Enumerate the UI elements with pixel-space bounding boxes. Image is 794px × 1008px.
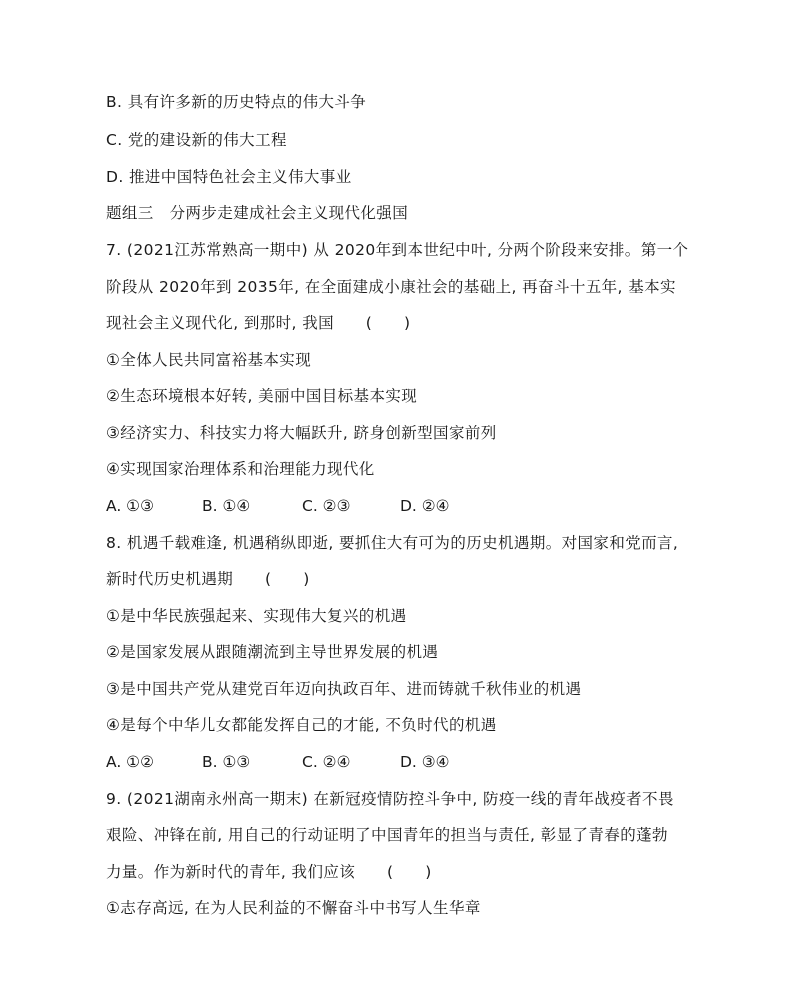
q9-item-1: ①志存高远, 在为人民利益的不懈奋斗中书写人生华章	[106, 899, 481, 917]
q7-item-2: ②生态环境根本好转, 美丽中国目标基本实现	[106, 387, 418, 405]
q8-stem-line-2: 新时代历史机遇期 ( )	[106, 570, 310, 588]
q8-option-d: D. ③④	[400, 753, 450, 771]
q8-item-3: ③是中国共产党从建党百年迈向执政百年、进而铸就千秋伟业的机遇	[106, 680, 582, 698]
q9-stem-line-1: 9. (2021湖南永州高一期末) 在新冠疫情防控斗争中, 防疫一线的青年战疫者不畏	[106, 790, 674, 808]
q7-option-a: A. ①③	[106, 497, 154, 515]
q9-stem-line-3: 力量。作为新时代的青年, 我们应该 ( )	[106, 863, 432, 881]
q9-stem-line-2: 艰险、冲锋在前, 用自己的行动证明了中国青年的担当与责任, 彰显了青春的蓬勃	[106, 826, 668, 844]
q8-option-a: A. ①②	[106, 753, 154, 771]
q8-item-1: ①是中华民族强起来、实现伟大复兴的机遇	[106, 607, 407, 625]
q8-stem-line-1: 8. 机遇千载难逢, 机遇稍纵即逝, 要抓住大有可为的历史机遇期。对国家和党而言,	[106, 534, 679, 552]
q7-option-b: B. ①④	[202, 497, 251, 515]
q7-item-3: ③经济实力、科技实力将大幅跃升, 跻身创新型国家前列	[106, 424, 497, 442]
q7-item-1: ①全体人民共同富裕基本实现	[106, 351, 312, 369]
q7-stem-line-3: 现社会主义现代化, 到那时, 我国 ( )	[106, 314, 411, 332]
section-title: 题组三 分两步走建成社会主义现代化强国	[106, 204, 409, 222]
q7-option-d: D. ②④	[400, 497, 450, 515]
q8-item-4: ④是每个中华儿女都能发挥自己的才能, 不负时代的机遇	[106, 716, 497, 734]
q8-option-c: C. ②④	[302, 753, 351, 771]
q6-option-d: D. 推进中国特色社会主义伟大事业	[106, 168, 352, 186]
q7-item-4: ④实现国家治理体系和治理能力现代化	[106, 460, 375, 478]
q7-option-c: C. ②③	[302, 497, 351, 515]
q7-stem-line-2: 阶段从 2020年到 2035年, 在全面建成小康社会的基础上, 再奋斗十五年, 基本实	[106, 278, 676, 296]
q8-option-b: B. ①③	[202, 753, 251, 771]
q6-option-b: B. 具有许多新的历史特点的伟大斗争	[106, 93, 367, 111]
q6-option-c: C. 党的建设新的伟大工程	[106, 131, 287, 149]
q7-stem-line-1: 7. (2021江苏常熟高一期中) 从 2020年到本世纪中叶, 分两个阶段来安排。第一个	[106, 241, 689, 259]
q8-item-2: ②是国家发展从跟随潮流到主导世界发展的机遇	[106, 643, 439, 661]
